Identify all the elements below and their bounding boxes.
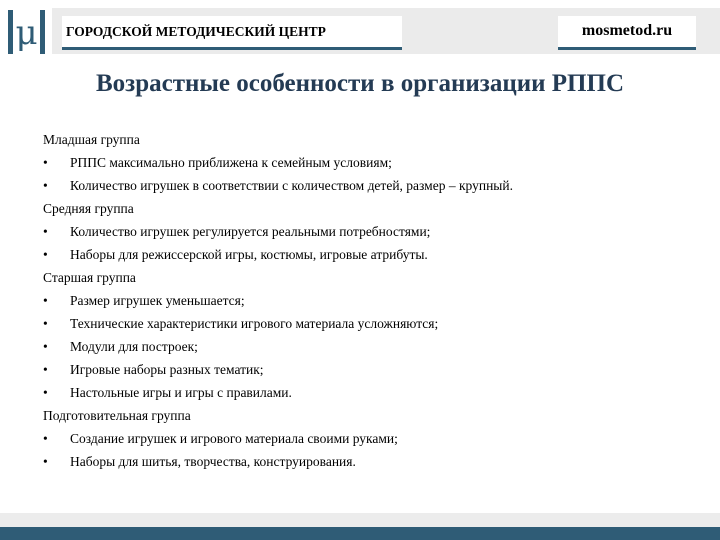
list-item-text: Размер игрушек уменьшается;: [70, 293, 245, 308]
bullet-icon: •: [43, 247, 48, 262]
list-item: [43, 289, 683, 312]
list-item: [43, 243, 683, 266]
list-item-text: Игровые наборы разных тематик;: [70, 362, 264, 377]
content-list: [43, 128, 683, 473]
bullet-icon: •: [43, 155, 48, 170]
list-item-text: Количество игрушек регулируется реальными потребностями;: [70, 224, 431, 239]
bullet-icon: •: [43, 339, 48, 354]
bullet-icon: •: [43, 178, 48, 193]
section-heading-preparatory: Подготовительная группа: [43, 408, 191, 423]
bullet-icon: •: [43, 431, 48, 446]
footer-stripe-dark: [0, 527, 720, 540]
list-item: [43, 335, 683, 358]
list-item-text: Наборы для режиссерской игры, костюмы, игровые атрибуты.: [70, 247, 428, 262]
bullet-icon: •: [43, 224, 48, 239]
svg-text:μ: μ: [15, 13, 38, 53]
list-item-text: РППС максимально приближена к семейным условиям;: [70, 155, 392, 170]
list-item-text: Наборы для шитья, творчества, конструирования.: [70, 454, 356, 469]
mu-logo-icon: [0, 0, 52, 62]
list-item: [43, 174, 683, 197]
bullet-icon: •: [43, 293, 48, 308]
list-item-text: Количество игрушек в соответствии с количеством детей, размер – крупный.: [70, 178, 513, 193]
list-item: [43, 450, 683, 473]
bullet-icon: •: [43, 454, 48, 469]
list-item: [43, 220, 683, 243]
bullet-icon: •: [43, 316, 48, 331]
section-heading-senior: Старшая группа: [43, 270, 136, 285]
list-item-text: Создание игрушек и игрового материала своими руками;: [70, 431, 398, 446]
site-url[interactable]: mosmetod.ru: [558, 16, 696, 50]
list-item-text: Модули для построек;: [70, 339, 198, 354]
bullet-icon: •: [43, 362, 48, 377]
list-item: [43, 312, 683, 335]
section-heading-junior: Младшая группа: [43, 132, 140, 147]
list-item: [43, 427, 683, 450]
list-item: [43, 151, 683, 174]
list-item: [43, 381, 683, 404]
slide-title: Возрастные особенности в организации РППС: [95, 70, 624, 97]
list-item-text: Настольные игры и игры с правилами.: [70, 385, 292, 400]
list-item-text: Технические характеристики игрового материала усложняются;: [70, 316, 439, 331]
list-item: [43, 358, 683, 381]
org-name: ГОРОДСКОЙ МЕТОДИЧЕСКИЙ ЦЕНТР: [62, 16, 402, 50]
section-heading-middle: Средняя группа: [43, 201, 134, 216]
footer-stripe-light: [0, 513, 720, 527]
bullet-icon: •: [43, 385, 48, 400]
